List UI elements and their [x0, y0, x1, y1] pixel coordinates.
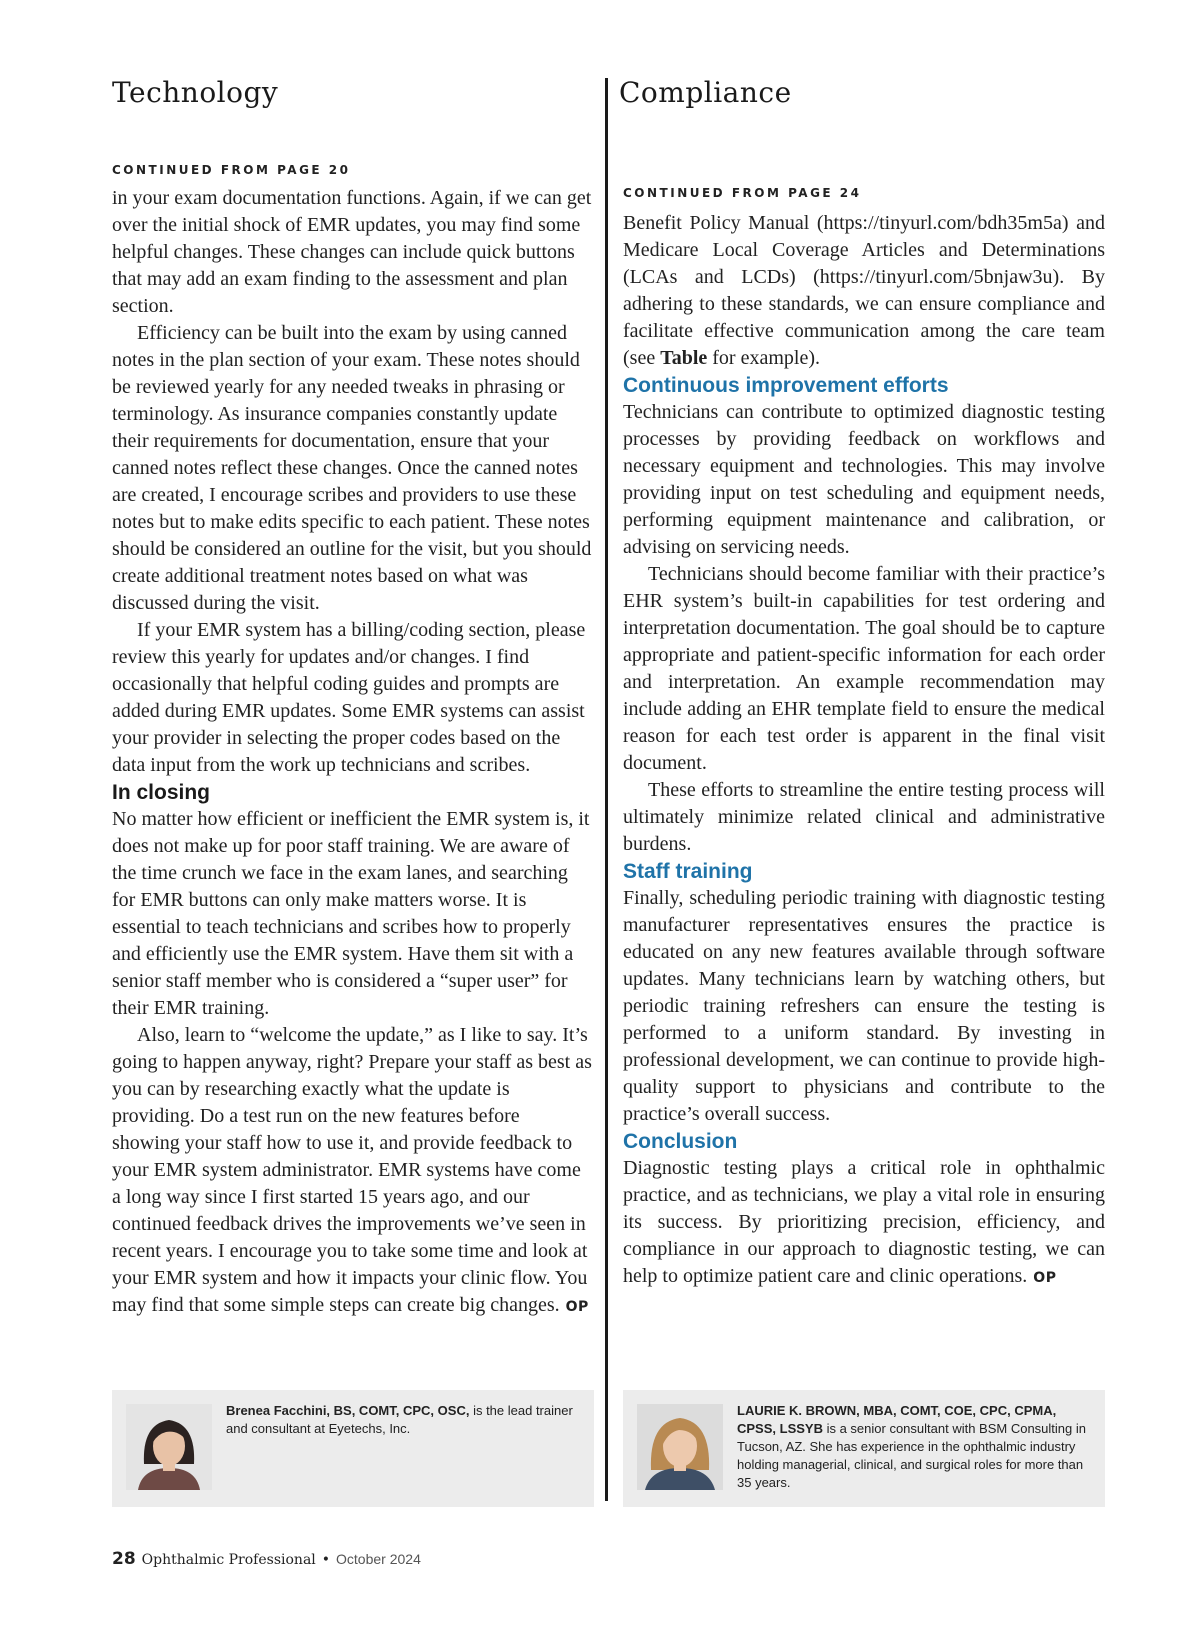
end-mark: OP — [565, 1299, 589, 1315]
right-column-text — [623, 210, 1105, 1292]
table-reference: Table — [660, 347, 708, 369]
issue-date: October 2024 — [336, 1551, 421, 1567]
paragraph: in your exam documentation functions. Again, if we can get over the initial shock of EMR updates, you may find some helpful changes. These changes can include quick buttons that may add an exam finding to the assessment and plan section. — [112, 187, 592, 317]
subhead-continuous-improvement: Continuous improvement efforts — [623, 374, 949, 397]
subhead-in-closing: In closing — [112, 781, 211, 804]
paragraph: Technicians can contribute to optimized diagnostic testing processes by providing feedback on workflows and necessary equipment and technologies. This may involve providing input on test scheduling and equipment needs, performing equipment maintenance and calibration, or advising on servicing needs. — [623, 401, 1105, 558]
section-title-compliance: Compliance — [619, 76, 792, 109]
page-footer — [112, 1549, 421, 1569]
end-mark: OP — [1033, 1270, 1057, 1286]
paragraph-text: Diagnostic testing plays a critical role in ophthalmic practice, and as technicians, we play a vital role in ensuring its success. By prioritizing precision, efficiency, and compliance in our approach to diagnostic testing, we can help to optimize patient care and clinic operations. — [623, 1157, 1105, 1287]
author-bio-text — [737, 1402, 1091, 1492]
paragraph: Efficiency can be built into the exam by using canned notes in the plan section of your exam. These notes should be reviewed yearly for any needed tweaks in phrasing or terminology. As insurance companies constantly update their requirements for documentation, ensure that your canned notes reflect these changes. Once the canned notes are created, I encourage scribes and providers to use these notes but to make edits specific to each patient. These notes should be considered an outline for the visit, but you should create additional treatment notes based on what was discussed during the visit. — [112, 322, 592, 614]
paragraph — [623, 210, 1105, 372]
author-photo — [126, 1404, 212, 1490]
footer-separator: • — [321, 1552, 331, 1568]
paragraph-text: for example). — [707, 347, 820, 369]
section-title-technology: Technology — [112, 76, 279, 109]
column-divider — [605, 78, 608, 1501]
continued-label: CONTINUED FROM PAGE 24 — [623, 186, 862, 200]
paragraph: These efforts to streamline the entire testing process will ultimately minimize related clinical and administrative burdens. — [623, 779, 1105, 855]
subhead-conclusion: Conclusion — [623, 1130, 738, 1153]
page-number: 28 — [112, 1549, 136, 1569]
author-bio-text — [226, 1402, 580, 1438]
author-portrait-icon — [637, 1404, 723, 1490]
author-bio-box — [623, 1390, 1105, 1507]
publication-name: Ophthalmic Professional — [141, 1552, 316, 1568]
left-column-text — [112, 185, 592, 1321]
paragraph: If your EMR system has a billing/coding section, please review this yearly for updates and/or changes. I find occasionally that helpful coding guides and prompts are added during EMR updates. Some EMR systems can assist your provider in selecting the proper codes based on the data input from the work up technicians and scribes. — [112, 619, 586, 776]
author-bio-box — [112, 1390, 594, 1507]
continued-label: CONTINUED FROM PAGE 20 — [112, 163, 351, 177]
author-portrait-icon — [126, 1404, 212, 1490]
author-name: LAURIE K. BROWN, MBA, COMT, COE, CPC, CPMA, CPSS, LSSYB — [737, 1403, 1057, 1436]
paragraph: Finally, scheduling periodic training with diagnostic testing manufacturer representatives ensures the practice is educated on any new features available through software updates. Many technicians learn by watching others, but periodic training refreshers can ensure the testing is performed to a uniform standard. By investing in professional development, we can continue to provide high-quality support to physicians and contribute to the practice’s overall success. — [623, 887, 1105, 1125]
author-name: Brenea Facchini, BS, COMT, CPC, OSC, — [226, 1403, 470, 1418]
subhead-staff-training: Staff training — [623, 860, 753, 883]
paragraph — [112, 1022, 592, 1321]
author-photo — [637, 1404, 723, 1490]
paragraph — [623, 1155, 1105, 1292]
author-description: is the lead trainer and consultant at Eyetechs, Inc. — [226, 1403, 573, 1436]
paragraph: No matter how efficient or inefficient the EMR system is, it does not make up for poor staff training. We are aware of the time crunch we face in the exam lanes, and searching for EMR buttons can only make matters worse. It is essential to teach technicians and scribes how to properly and efficiently use the EMR system. Have them sit with a senior staff member who is considered a “super user” for their EMR training. — [112, 808, 590, 1019]
paragraph-text: Benefit Policy Manual (https://tinyurl.com/bdh35m5a) and Medicare Local Coverage Articles and Determinations (LCAs and LCDs) (https://tinyurl.com/5bnjaw3u). By adhering to these standards, we can ensure compliance and facilitate effective communication among the care team (see — [623, 212, 1105, 369]
author-description: is a senior consultant with BSM Consulting in Tucson, AZ. She has experience in the ophthalmic industry holding managerial, clinical, and surgical roles for more than 35 years. — [737, 1421, 1086, 1490]
paragraph: Technicians should become familiar with their practice’s EHR system’s built-in capabilities for test ordering and interpretation documentation. The goal should be to capture appropriate and patient-specific information for each order and interpretation. An example recommendation may include adding an EHR template field to ensure the medical reason for each test order is apparent in the final visit document. — [623, 563, 1105, 774]
paragraph-text: Also, learn to “welcome the update,” as I like to say. It’s going to happen anyway, right? Prepare your staff as best as you can by researching exactly what the update is providing. Do a test run on the new features before showing your staff how to use it, and provide feedback to your EMR system administrator. EMR systems have come a long way since I first started 15 years ago, and our continued feedback drives the improvements we’ve seen in recent years. I encourage you to take some time and look at your EMR system and how it impacts your clinic flow. You may find that some simple steps can create big changes. — [112, 1024, 592, 1316]
